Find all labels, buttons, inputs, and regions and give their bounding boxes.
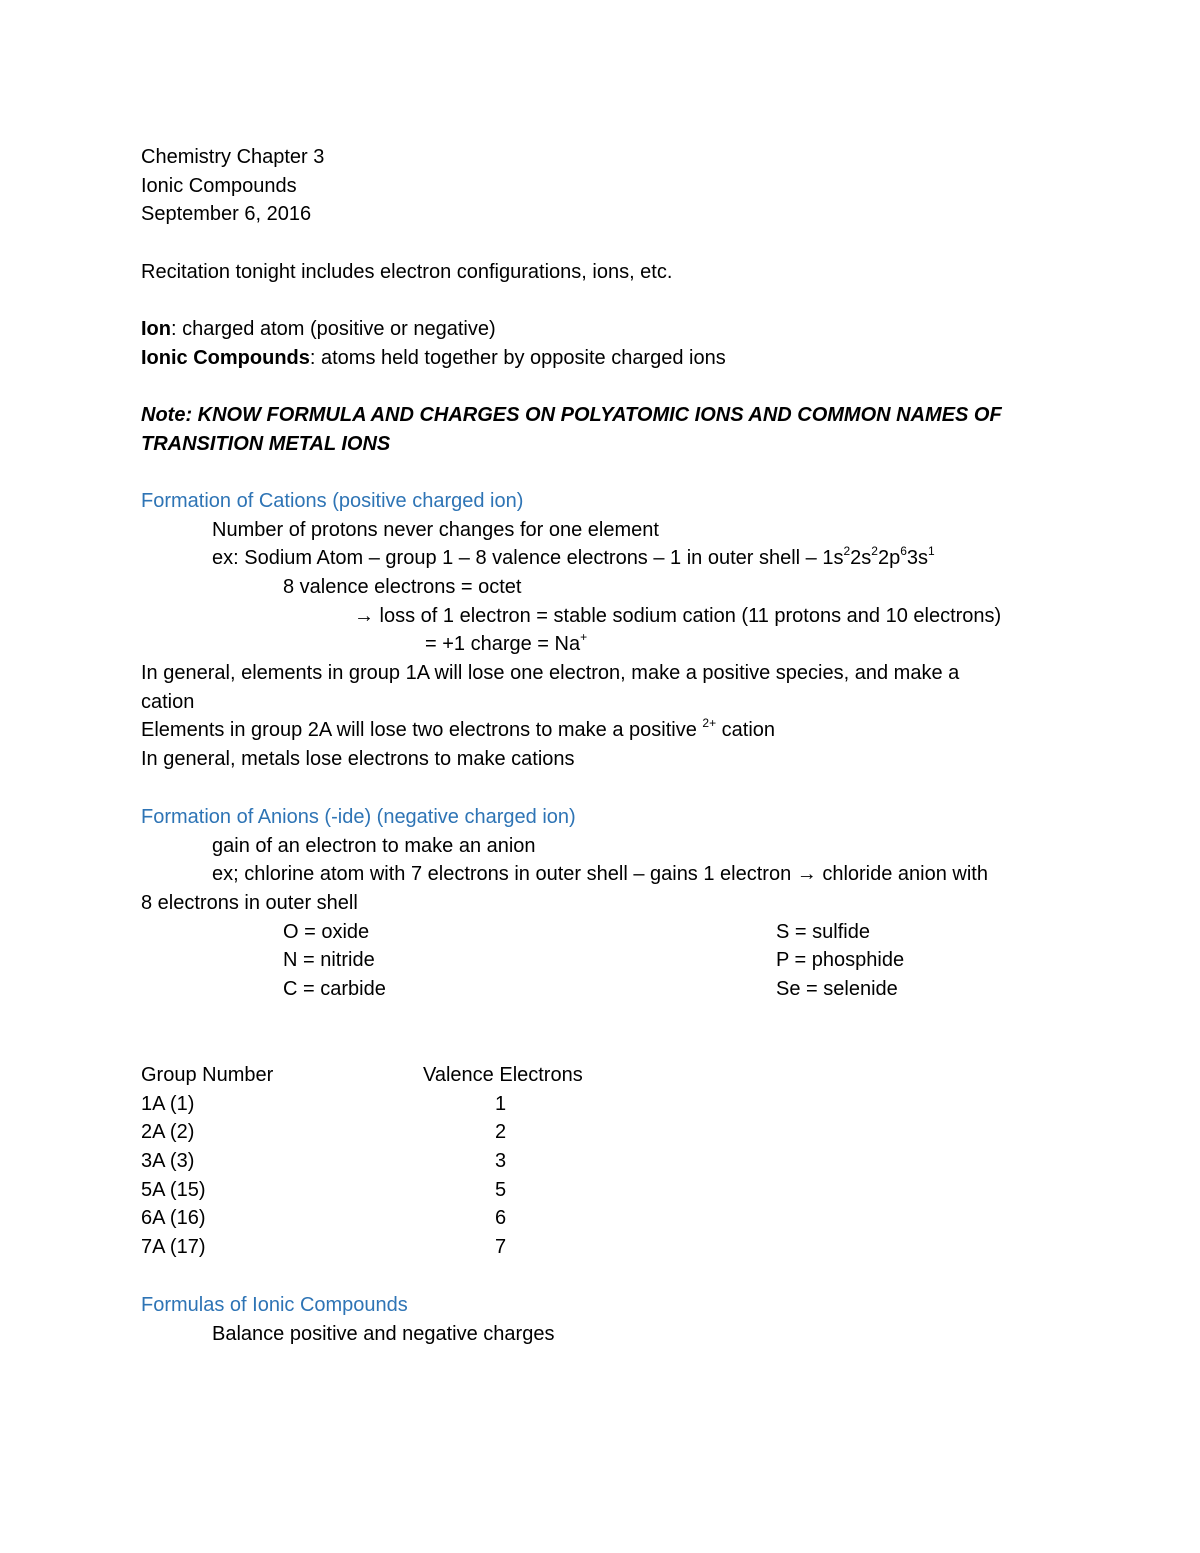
anion-name-right: Se = selenide	[776, 978, 898, 1000]
header-valence-electrons: Valence Electrons	[423, 1064, 583, 1086]
table-row: 3A (3) 3	[141, 1150, 507, 1172]
cations-line-3: 8 valence electrons = octet	[283, 576, 522, 598]
right-arrow-icon: →	[354, 605, 374, 627]
anions-line-1: gain of an electron to make an anion	[212, 835, 536, 857]
anion-pair-row	[283, 946, 1083, 974]
anion-pair-row	[283, 975, 1083, 1003]
anion-name-left: O = oxide	[283, 921, 370, 943]
anions-line-2: ex; chlorine atom with 7 electrons in outer shell – gains 1 electron → chloride anion with	[212, 863, 988, 885]
note-line-2: TRANSITION METAL IONS	[141, 433, 391, 455]
formulas-line-1: Balance positive and negative charges	[212, 1323, 555, 1345]
formulas-heading: Formulas of Ionic Compounds	[141, 1294, 408, 1316]
cations-line-2: ex: Sodium Atom – group 1 – 8 valence electrons – 1 in outer shell – $1s^22s^22p^63s^1$	[212, 544, 935, 569]
intro-line: Recitation tonight includes electron configurations, ions, etc.	[141, 261, 673, 283]
cations-line-4: → loss of 1 electron = stable sodium cation (11 protons and 10 electrons)	[354, 605, 1002, 627]
cations-line-6: In general, elements in group 1A will lose one electron, make a positive species, and make a	[141, 662, 960, 684]
table-row: 2A (2) 2	[141, 1121, 507, 1143]
anion-pair-row	[283, 918, 1083, 946]
cations-line-7: cation	[141, 691, 195, 713]
ionic-term: Ionic Compounds	[141, 347, 310, 369]
cations-line-5: = +1 charge = Na+	[425, 630, 588, 655]
definition-ionic-compounds	[141, 344, 726, 372]
ionic-definition: : atoms held together by opposite charged ions	[309, 347, 726, 369]
anion-name-left: C = carbide	[283, 978, 386, 1000]
table-row: 1A (1) 1	[141, 1093, 507, 1115]
cations-line-1: Number of protons never changes for one element	[212, 519, 659, 541]
doc-subtitle: Ionic Compounds	[141, 175, 297, 197]
table-row: 7A (17) 7	[141, 1236, 507, 1258]
anion-name-left: N = nitride	[283, 949, 375, 971]
anion-name-right: P = phosphide	[776, 949, 905, 971]
cations-line-9: In general, metals lose electrons to make cations	[141, 748, 575, 770]
table-row: 6A (16) 6	[141, 1207, 507, 1229]
doc-date: September 6, 2016	[141, 203, 312, 225]
table-header-row	[141, 1061, 841, 1089]
note-line-1: Note: KNOW FORMULA AND CHARGES ON POLYATOMIC IONS AND COMMON NAMES OF	[141, 404, 1002, 426]
definition-ion	[141, 315, 496, 343]
ion-definition: : charged atom (positive or negative)	[171, 318, 496, 340]
table-row: 5A (15) 5	[141, 1179, 507, 1201]
right-arrow-icon: →	[796, 863, 817, 885]
anion-name-right: S = sulfide	[776, 921, 870, 943]
anions-line-3: 8 electrons in outer shell	[141, 892, 358, 914]
header-group-number: Group Number	[141, 1064, 274, 1086]
doc-title: Chemistry Chapter 3	[141, 146, 325, 168]
anions-heading: Formation of Anions (-ide) (negative charged ion)	[141, 806, 576, 828]
ion-term: Ion	[141, 318, 171, 340]
cations-heading: Formation of Cations (positive charged ion)	[141, 490, 524, 512]
cations-line-8: Elements in group 2A will lose two electrons to make a positive $^{2+}$ cation	[141, 716, 776, 741]
